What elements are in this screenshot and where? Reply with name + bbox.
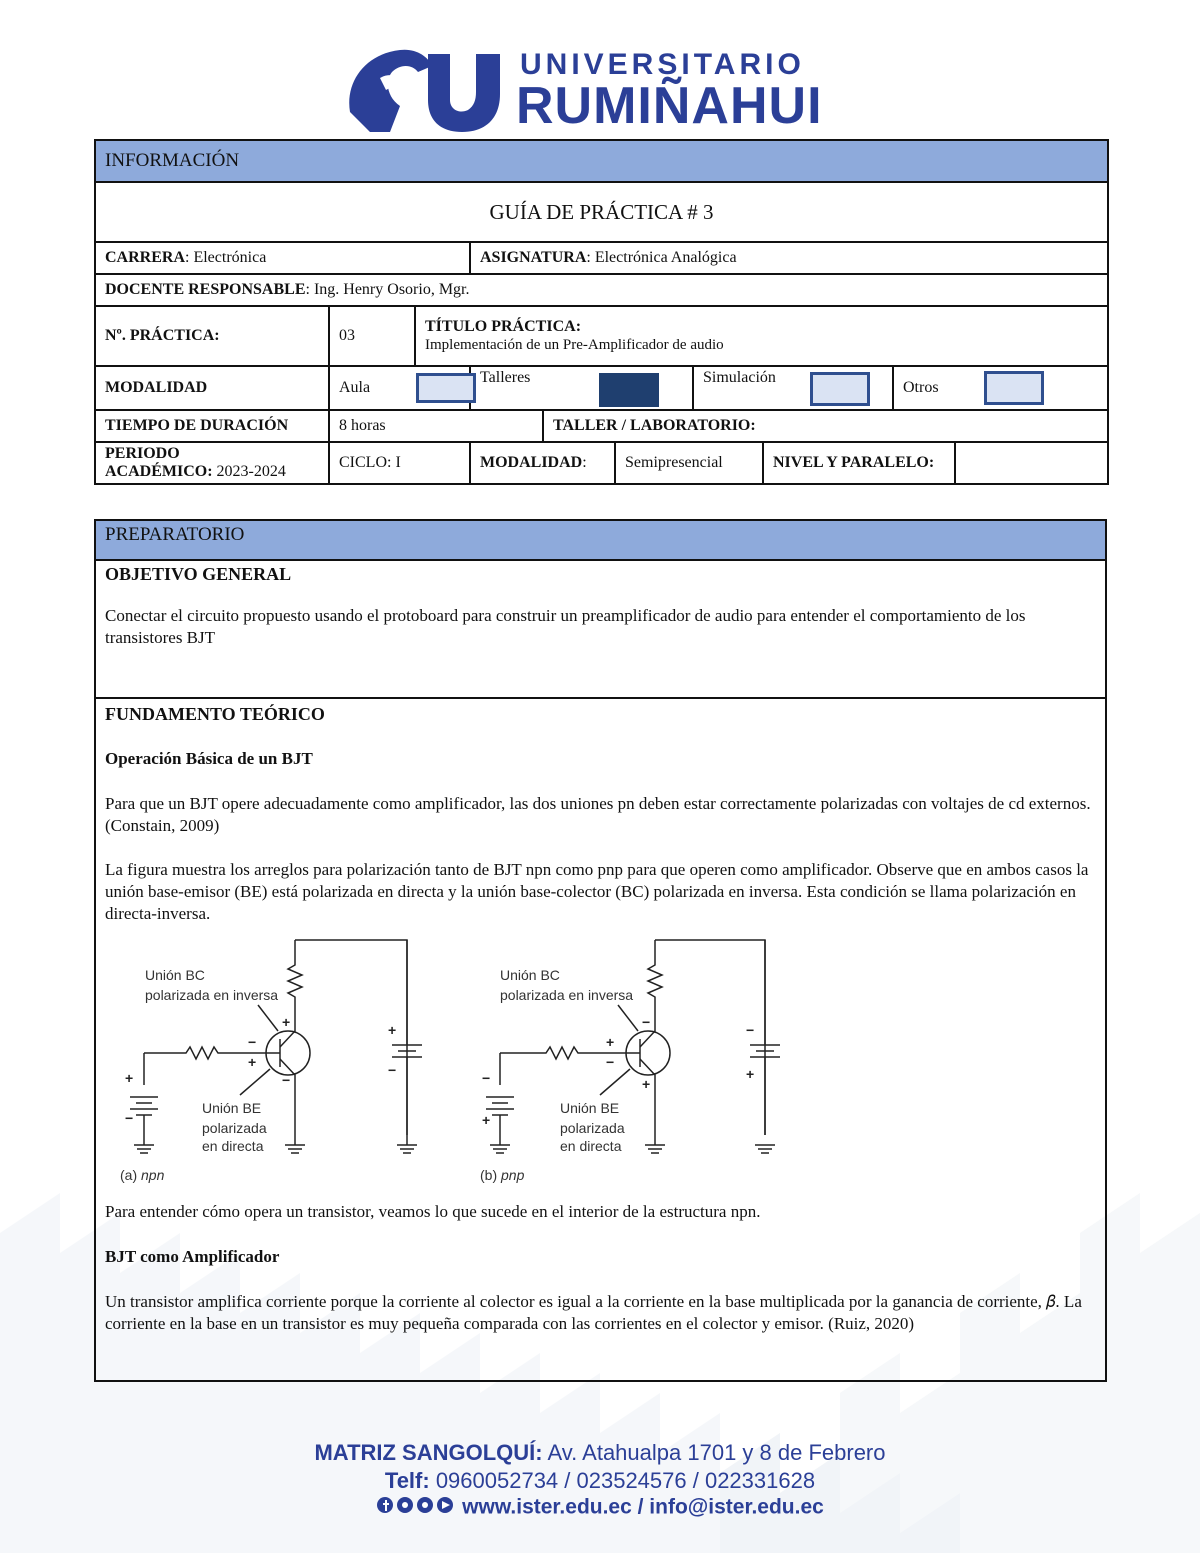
aula-label: Aula	[339, 379, 371, 396]
op-paragraph-2: La figura muestra los arreglos para polarización tanto de BJT npn como pnp para que operen como amplificador. Observe que en ambos casos la unión base-emisor (BE) está polarizada en directa y la unión base-colector (BC) polarizada en inversa. Esta condición se llama polarización en directa-inversa.	[105, 860, 1089, 923]
op-paragraph-3: Para entender cómo opera un transistor, veamos lo que sucede en el interior de la estructura npn.	[105, 1202, 761, 1221]
sign-a-7: +	[388, 1022, 397, 1038]
bc-label-b-1: Unión BC	[500, 967, 560, 983]
be-label-a-2: polarizada	[202, 1120, 267, 1136]
periodo-cell	[95, 442, 329, 484]
otros-checkbox[interactable]	[984, 371, 1044, 405]
docente-label: DOCENTE RESPONSABLE	[105, 281, 306, 298]
sign-a-5: +	[125, 1070, 134, 1086]
amp-paragraph: Un transistor amplifica corriente porque la corriente al colector es igual a la corriente en la base multiplicada por la ganancia de corriente, 𝛽. La corriente en la base en un transistor es muy pequeña comparada con las corrientes en el colector y emisor. (Ruiz, 2020)	[105, 1292, 1082, 1333]
info-table	[94, 139, 1109, 485]
periodo-label-2: ACADÉMICO:	[105, 463, 213, 480]
op-paragraph-1: Para que un BJT opere adecuadamente como amplificador, las dos uniones pn deben estar correctamente polarizadas con voltajes de cd externos. (Constain, 2009)	[105, 794, 1091, 835]
be-label-b-3: en directa	[560, 1138, 622, 1154]
be-label-a-1: Unión BE	[202, 1100, 262, 1116]
sign-a-6: −	[125, 1110, 134, 1126]
caption-b-italic: pnp	[501, 1167, 525, 1183]
footer-web	[0, 1495, 1200, 1521]
modalidad-label: MODALIDAD	[95, 366, 329, 410]
footer-address-value: Av. Atahualpa 1701 y 8 de Febrero	[542, 1440, 886, 1465]
sign-b-4: +	[642, 1076, 651, 1092]
be-label-b-1: Unión BE	[560, 1100, 620, 1116]
modalidad2-label: MODALIDAD	[480, 454, 583, 471]
asignatura-cell	[470, 242, 1108, 274]
titulo-value: Implementación de un Pre-Amplificador de audio	[425, 337, 724, 353]
sign-b-3: −	[606, 1054, 615, 1070]
periodo-value: 2023-2024	[216, 463, 286, 480]
amp-title: BJT como Amplificador	[105, 1247, 280, 1266]
fundamento-block	[96, 701, 1105, 925]
carrera-cell	[95, 242, 470, 274]
sign-b-5: −	[482, 1070, 491, 1086]
nivel-label: NIVEL Y PARALELO:	[763, 442, 955, 484]
sign-b-6: +	[482, 1112, 491, 1128]
nivel-value	[955, 442, 1108, 484]
preparatorio-header: PREPARATORIO	[96, 521, 1105, 561]
footer-phone-label: Telf:	[384, 1468, 430, 1493]
caption-b	[480, 1167, 525, 1183]
footer-address	[0, 1440, 1200, 1466]
logo-line-1: UNIVERSITARIO	[520, 48, 805, 81]
practica-label: Nº. PRÁCTICA:	[95, 306, 329, 366]
simulacion-label: Simulación	[703, 369, 776, 386]
talleres-label: Talleres	[480, 369, 531, 386]
footer-phone-value: 0960052734 / 023524576 / 022331628	[429, 1468, 816, 1493]
talleres-checkbox[interactable]	[599, 373, 659, 407]
practica-value: 03	[329, 306, 415, 366]
footer-web-links[interactable]: www.ister.edu.ec / info@ister.edu.ec	[462, 1495, 824, 1519]
be-label-a-3: en directa	[202, 1138, 264, 1154]
otros-label: Otros	[903, 379, 939, 396]
tiempo-value: 8 horas	[329, 410, 543, 442]
aula-checkbox[interactable]	[416, 373, 476, 403]
sign-b-7: −	[746, 1022, 755, 1038]
caption-a-italic: npn	[141, 1167, 165, 1183]
modalidad2-value: Semipresencial	[615, 442, 763, 484]
modalidad-option-otros	[893, 366, 1108, 410]
info-header: INFORMACIÓN	[95, 140, 1108, 182]
caption-a	[120, 1167, 165, 1183]
asignatura-value: : Electrónica Analógica	[586, 249, 737, 266]
sign-b-2: +	[606, 1034, 615, 1050]
carrera-value: : Electrónica	[185, 249, 267, 266]
logo-line-2: RUMIÑAHUI	[516, 77, 823, 135]
objetivo-title: OBJETIVO GENERAL	[105, 564, 292, 584]
tiempo-label: TIEMPO DE DURACIÓN	[95, 410, 329, 442]
periodo-label-1: PERIODO	[105, 445, 180, 462]
titulo-label: TÍTULO PRÁCTICA:	[425, 318, 582, 335]
caption-b-prefix: (b)	[480, 1167, 501, 1183]
bjt-bias-figure	[110, 935, 810, 1190]
carrera-label: CARRERA	[105, 249, 185, 266]
sign-a-1: +	[282, 1014, 291, 1030]
bc-label-a-2: polarizada en inversa	[145, 987, 279, 1003]
sign-b-8: +	[746, 1066, 755, 1082]
footer-phone	[0, 1468, 1200, 1494]
taller-label: TALLER / LABORATORIO:	[543, 410, 1108, 442]
fundamento-title: FUNDAMENTO TEÓRICO	[105, 704, 325, 724]
modalidad-option-aula	[329, 366, 470, 410]
sign-a-3: +	[248, 1054, 257, 1070]
op-title: Operación Básica de un BJT	[105, 749, 313, 768]
modalidad-option-talleres	[470, 366, 693, 410]
objetivo-text: Conectar el circuito propuesto usando el protoboard para construir un preamplificador de audio para entender el comportamiento de los transistores BJT	[105, 606, 1026, 647]
caption-a-prefix: (a)	[120, 1167, 141, 1183]
ciclo-value: CICLO: I	[329, 442, 470, 484]
modalidad2-cell	[470, 442, 615, 484]
modalidad-option-simulacion	[693, 366, 893, 410]
simulacion-checkbox[interactable]	[810, 372, 870, 406]
sign-a-2: −	[248, 1034, 257, 1050]
sign-a-8: −	[388, 1062, 397, 1078]
bc-label-b-2: polarizada en inversa	[500, 987, 634, 1003]
sign-a-4: −	[282, 1072, 291, 1088]
bc-label-a-1: Unión BC	[145, 967, 205, 983]
social-icons	[376, 1495, 454, 1521]
titulo-cell	[415, 306, 1108, 366]
sign-b-1: −	[642, 1014, 651, 1030]
asignatura-label: ASIGNATURA	[480, 249, 587, 266]
be-label-b-2: polarizada	[560, 1120, 625, 1136]
footer-address-label: MATRIZ SANGOLQUÍ:	[314, 1440, 543, 1465]
modalidad2-colon: :	[582, 454, 587, 471]
objetivo-block	[96, 561, 1105, 699]
guide-title: GUÍA DE PRÁCTICA # 3	[95, 182, 1108, 242]
fundamento-block-2	[96, 1201, 1105, 1335]
docente-value: : Ing. Henry Osorio, Mgr.	[305, 281, 470, 298]
university-logo	[340, 42, 860, 137]
docente-cell	[95, 274, 1108, 306]
